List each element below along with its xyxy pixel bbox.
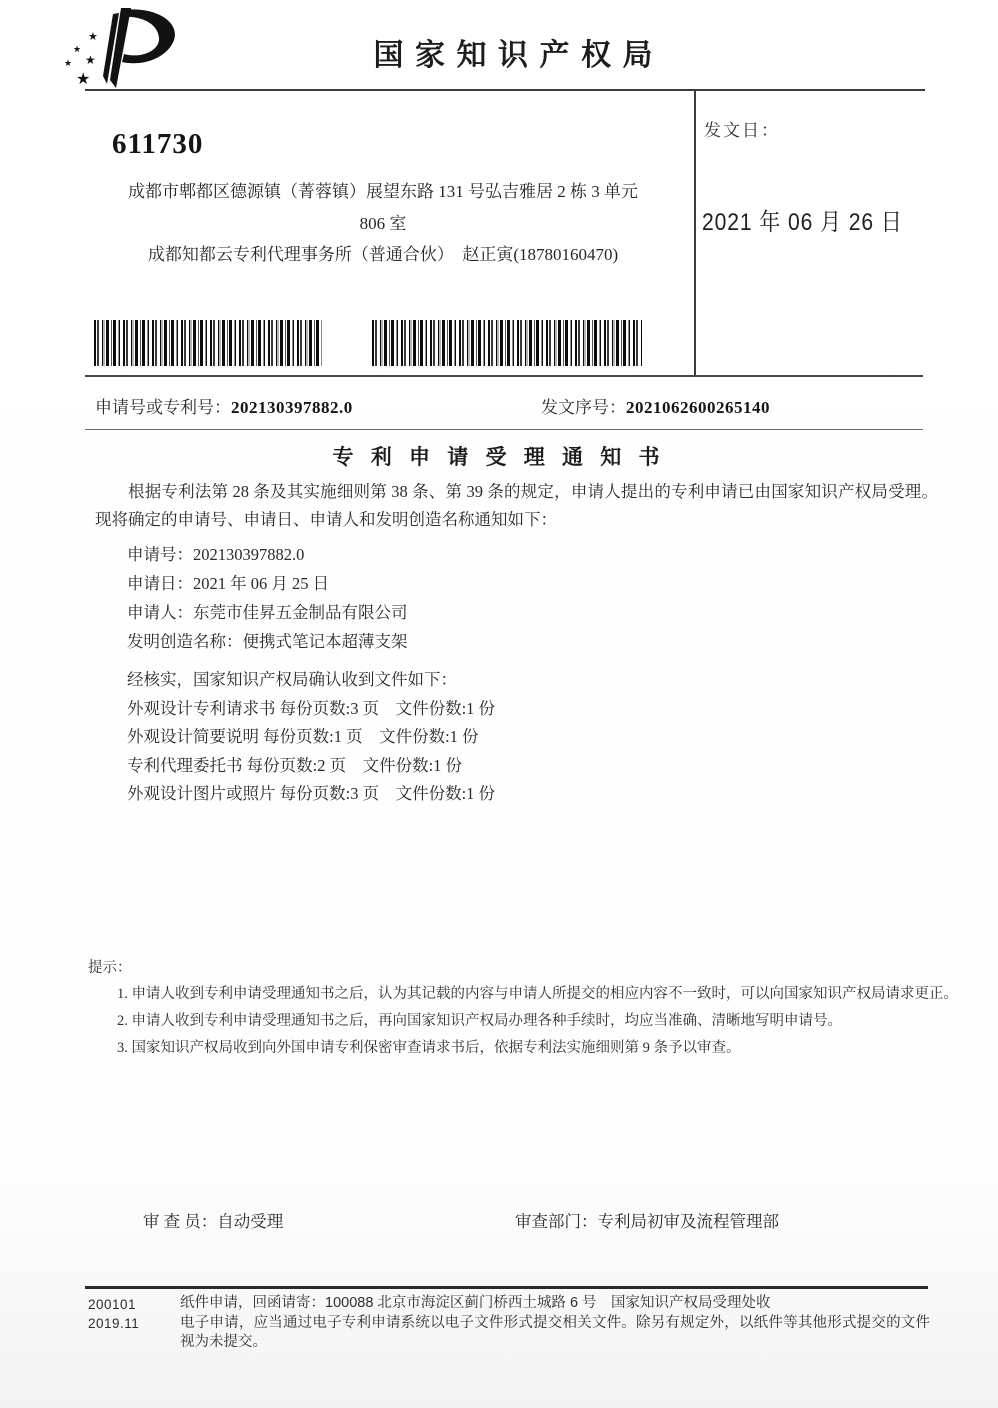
numbers-row [0, 393, 998, 417]
notice-title: 专 利 申 请 受 理 通 知 书 [332, 445, 666, 469]
field-application-number: 申请号：202130397882.0 [127, 545, 305, 564]
svg-text:★: ★ [64, 58, 73, 68]
field-applicant: 申请人：东莞市佳昇五金制品有限公司 [127, 603, 408, 622]
application-number-value: 202130397882.0 [231, 398, 353, 417]
footer-instructions [180, 1294, 930, 1353]
numbers-row-divider [85, 429, 923, 430]
dispatch-box-divider [694, 90, 696, 376]
notice-intro-paragraph: 根据专利法第 28 条及其实施细则第 38 条、第 39 条的规定，申请人提出的专利申请已由国家知识产权局受理。现将确定的申请号、申请日、申请人和发明创造名称通知如下： [95, 482, 938, 529]
agency-title: 国 家 知 识 产 权 局 [373, 39, 655, 72]
form-code: 200101 [88, 1297, 137, 1312]
recipient-address [96, 176, 670, 271]
serial-number-value: 2021062600265140 [626, 398, 770, 417]
dispatch-date-value: 2021 年 06 月 26 日 [702, 209, 903, 236]
header-divider [85, 89, 925, 91]
examiner-value: 自动受理 [217, 1212, 284, 1231]
serial-number [541, 393, 770, 418]
field-application-date: 申请日：2021 年 06 月 25 日 [127, 574, 330, 593]
received-files-intro: 经核实，国家知识产权局确认收到文件如下： [127, 670, 457, 689]
tip-item-2: 2. 申请人收到专利申请受理通知书之后，再向国家知识产权局办理各种手续时，均应当准确、清晰地写明申请号。 [117, 1013, 842, 1029]
form-codes [88, 1296, 172, 1333]
dispatch-date-label: 发文日： [704, 121, 780, 140]
serial-number-label: 发文序号： [541, 398, 626, 417]
svg-text:★: ★ [73, 44, 82, 54]
application-number [95, 393, 353, 418]
signoff-row [0, 1208, 998, 1232]
received-files-section [127, 666, 495, 809]
barcode-application-number [94, 320, 322, 366]
received-file-item: 外观设计专利请求书 每份页数:3 页 文件份数:1 份 [127, 698, 496, 718]
department-label: 审查部门： [515, 1212, 598, 1231]
footer-paper-filing-line: 纸件申请，回函请寄：100088 北京市海淀区蓟门桥西土城路 6 号 国家知识产权局受理处收 [180, 1295, 771, 1311]
svg-text:★: ★ [88, 31, 98, 43]
cnipa-logo-icon [60, 4, 190, 90]
recipient-address-line2: 806 室 [359, 213, 407, 233]
tips-list [88, 981, 965, 1062]
examiner-label: 审 查 员： [143, 1212, 218, 1231]
svg-text:★: ★ [76, 71, 91, 88]
recipient-address-line1: 成都市郫都区德源镇（菁蓉镇）展望东路 131 号弘吉雅居 2 栋 3 单元 [128, 182, 638, 201]
recipient-agent-line: 成都知都云专利代理事务所（普通合伙） 赵正寅(18780160470) [147, 245, 619, 264]
received-file-item: 专利代理委托书 每份页数:2 页 文件份数:1 份 [127, 755, 463, 775]
footer-efiling-line: 电子申请，应当通过电子专利申请系统以电子文件形式提交相关文件。除另有规定外，以纸件等其他形式提交的文件视为未提交。 [180, 1314, 930, 1350]
examiner [143, 1208, 283, 1232]
form-version: 2019.11 [88, 1315, 140, 1331]
barcode-serial-number [372, 320, 642, 366]
tips-heading: 提示： [88, 960, 132, 976]
application-fields [127, 540, 408, 656]
barcode-section-divider [85, 375, 923, 377]
received-file-item: 外观设计简要说明 每份页数:1 页 文件份数:1 份 [127, 727, 479, 746]
field-invention-title: 发明创造名称：便携式笔记本超薄支架 [127, 632, 408, 651]
department-value: 专利局初审及流程管理部 [597, 1212, 779, 1231]
examining-department [515, 1208, 779, 1232]
application-number-label: 申请号或专利号： [95, 398, 231, 417]
tip-item-1: 1. 申请人收到专利申请受理通知书之后，认为其记载的内容与申请人所提交的相应内容不一致时，可以向国家知识产权局请求更正。 [117, 986, 958, 1002]
received-file-item: 外观设计图片或照片 每份页数:3 页 文件份数:1 份 [127, 784, 496, 803]
footer-divider [85, 1286, 928, 1289]
tip-item-3: 3. 国家知识产权局收到向外国申请专利保密审查请求书后，依据专利法实施细则第 9 条予以审查。 [117, 1040, 741, 1056]
svg-text:★: ★ [85, 53, 96, 67]
recipient-postcode: 611730 [112, 128, 204, 160]
